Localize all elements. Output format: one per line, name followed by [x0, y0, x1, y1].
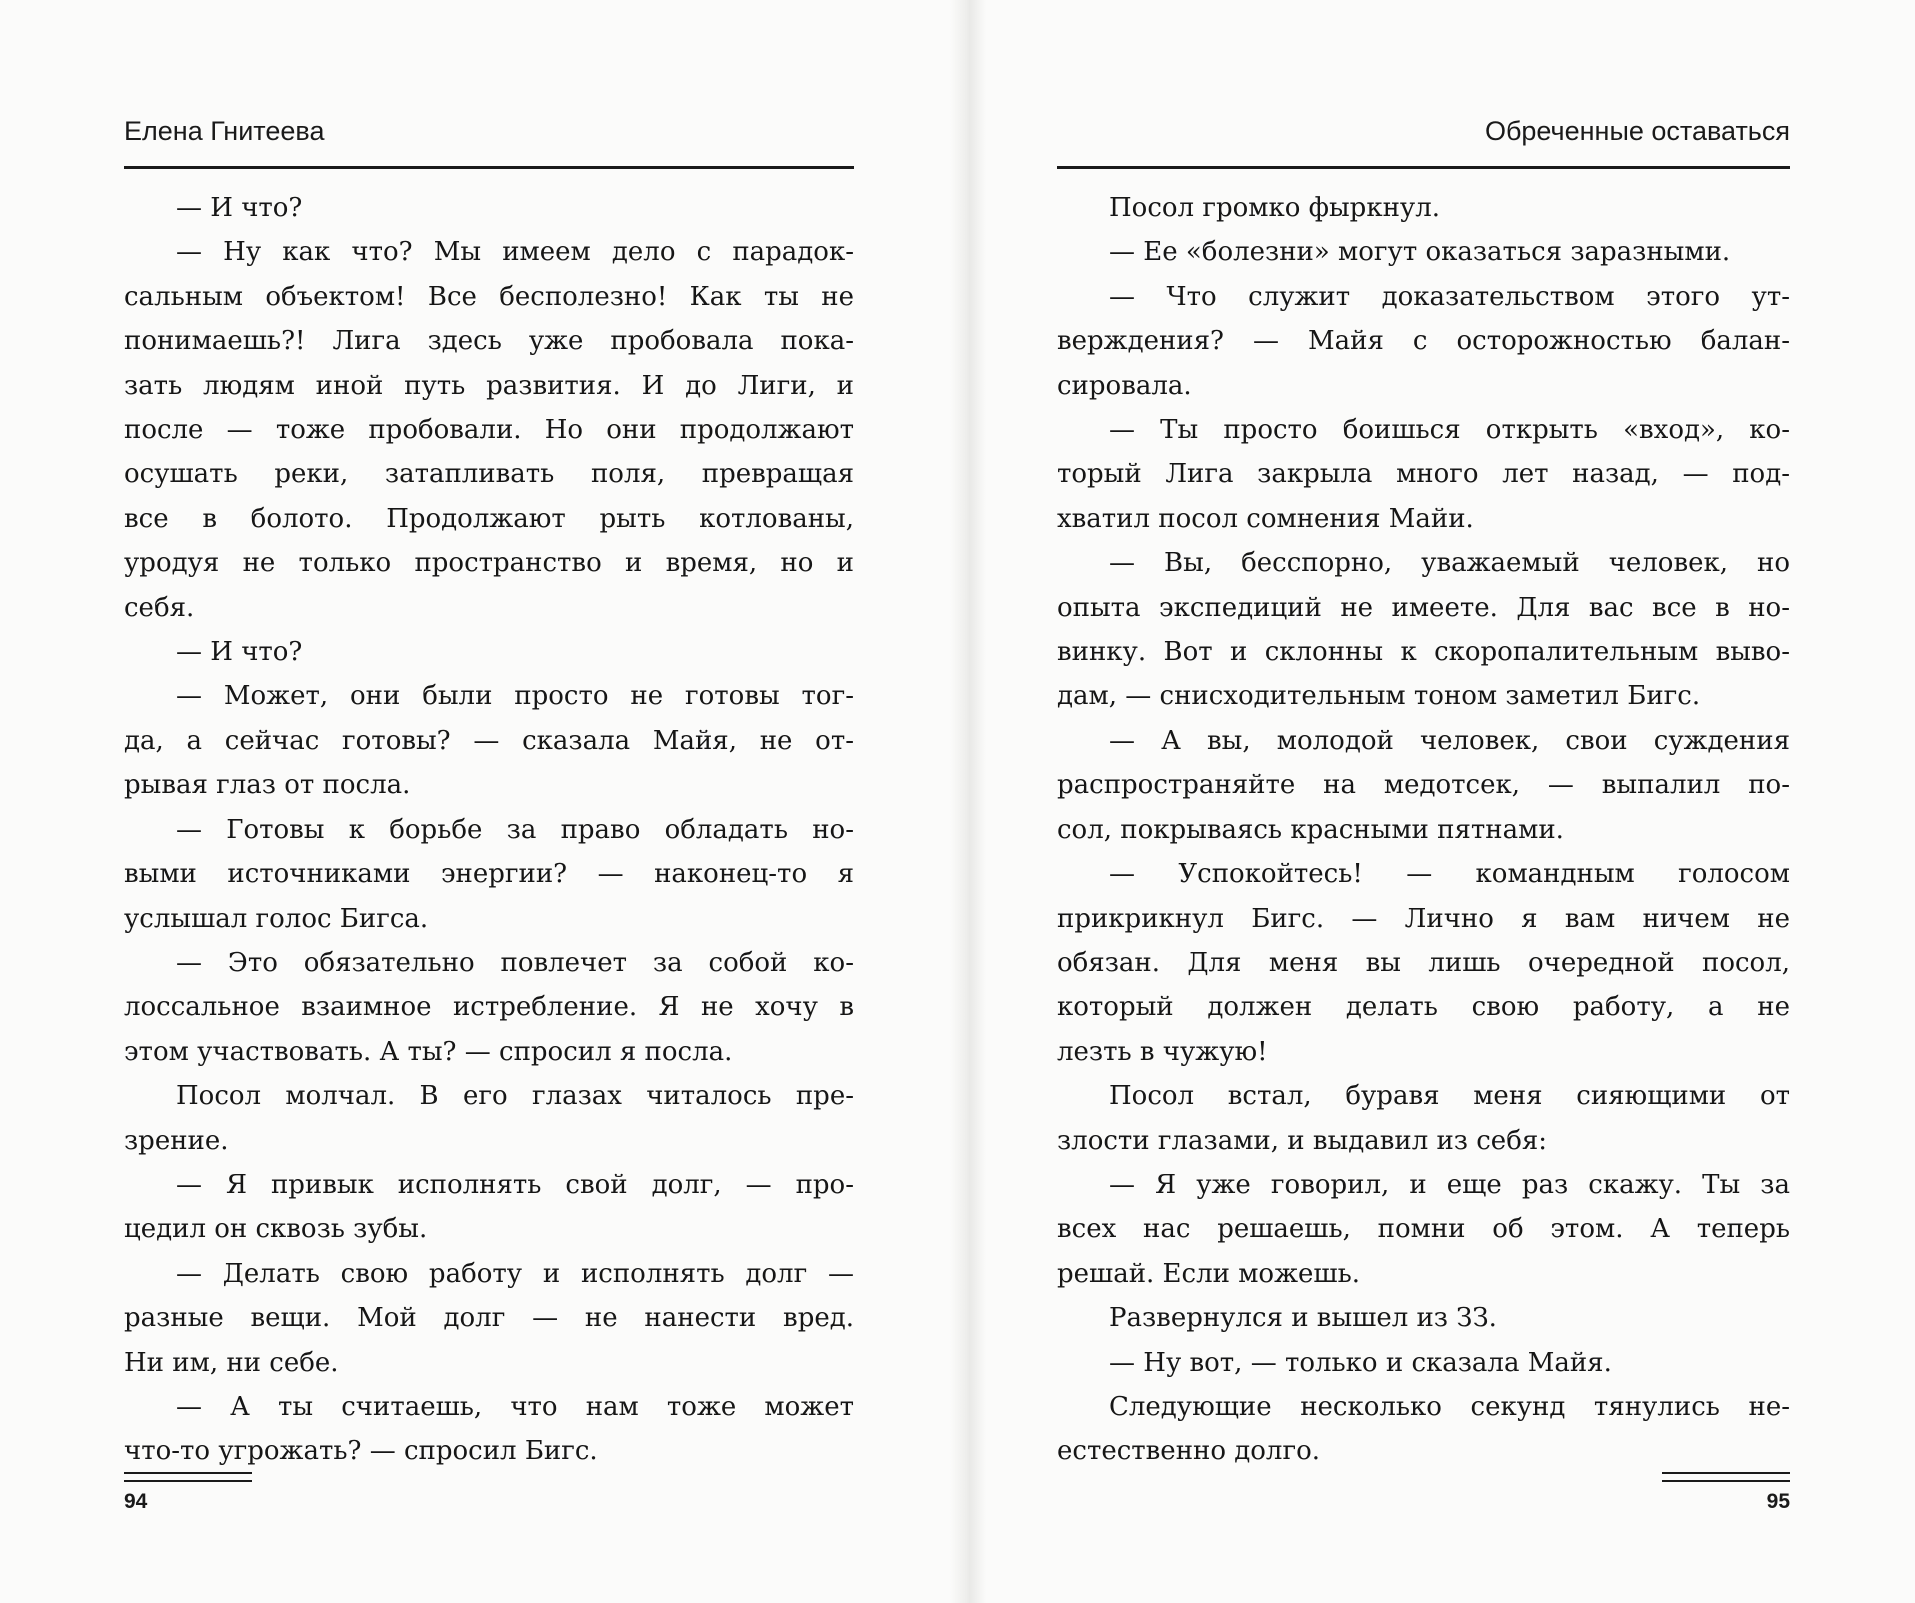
- text-line: Ни им, ни себе.: [124, 1347, 339, 1378]
- text-line: Развернулся и вышел из ЗЗ.: [1109, 1303, 1497, 1334]
- text-line: цедил он сквозь зубы.: [124, 1214, 428, 1245]
- text-line: Посол встал, буравя меня сияющими от: [1109, 1081, 1790, 1112]
- text-line: торый Лига закрыла много лет назад, — под-: [1057, 459, 1790, 490]
- text-line: рывая глаз от посла.: [124, 770, 411, 801]
- left-page-number: 94: [124, 1490, 148, 1513]
- text-line: — Готовы к борьбе за право обладать но-: [176, 814, 854, 845]
- text-line: верждения? — Майя с осторожностью балан-: [1057, 326, 1790, 357]
- text-line: разные вещи. Мой долг — не нанести вред.: [124, 1303, 854, 1334]
- text-line: — И что?: [176, 637, 303, 668]
- text-line: после — тоже пробовали. Но они продолжают: [124, 415, 854, 446]
- left-page: [124, 0, 854, 1603]
- text-line: обязан. Для меня вы лишь очередной посол,: [1057, 947, 1790, 978]
- right-running-head-title: Обреченные оставаться: [1484, 116, 1790, 146]
- text-line: уродуя не только пространство и время, но и: [124, 548, 854, 579]
- book-gutter: [950, 0, 986, 1603]
- right-page: [1057, 0, 1790, 1603]
- left-footer-rule: [124, 1480, 252, 1482]
- text-line: хватил посол сомнения Майи.: [1057, 503, 1474, 534]
- text-line: зать людям иной путь развития. И до Лиги, и: [124, 370, 854, 401]
- text-line: прикрикнул Бигс. — Лично я вам ничем не: [1057, 903, 1790, 934]
- text-line: — Я уже говорил, и еще раз скажу. Ты за: [1109, 1169, 1790, 1200]
- text-line: опыта экспедиций не имеете. Для вас все в но-: [1057, 592, 1790, 623]
- text-line: — Я привык исполнять свой долг, — про-: [176, 1169, 854, 1200]
- text-line: Посол громко фыркнул.: [1109, 193, 1440, 223]
- text-line: что-то угрожать? — спросил Бигс.: [124, 1436, 598, 1467]
- text-line: услышал голос Бигса.: [124, 903, 429, 934]
- text-line: все в болото. Продолжают рыть котлованы,: [124, 503, 854, 534]
- text-line: да, а сейчас готовы? — сказала Майя, не от-: [124, 725, 854, 756]
- text-line: понимаешь?! Лига здесь уже пробовала пока-: [124, 326, 854, 357]
- text-line: — И что?: [176, 193, 303, 223]
- right-page-number: 95: [1766, 1490, 1790, 1513]
- text-line: — Ну как что? Мы имеем дело с парадок-: [176, 237, 854, 268]
- text-line: — Успокойтесь! — командным голосом: [1109, 859, 1790, 890]
- text-line: сол, покрываясь красными пятнами.: [1057, 814, 1564, 845]
- text-line: Следующие несколько секунд тянулись не-: [1109, 1391, 1790, 1422]
- text-line: — Вы, бесспорно, уважаемый человек, но: [1109, 548, 1790, 579]
- left-header-rule: [124, 166, 854, 169]
- text-line: — Делать свою работу и исполнять долг —: [176, 1258, 854, 1289]
- left-page-text: [124, 186, 854, 1474]
- text-line: себя.: [124, 592, 195, 623]
- text-line: лезть в чужую!: [1057, 1036, 1268, 1067]
- text-line: который должен делать свою работу, а не: [1057, 992, 1790, 1023]
- text-line: — А вы, молодой человек, свои суждения: [1109, 725, 1790, 756]
- text-line: зрение.: [124, 1125, 229, 1156]
- right-footer-rule: [1662, 1472, 1790, 1474]
- right-header-rule: [1057, 166, 1790, 169]
- right-footer-rule: [1662, 1480, 1790, 1482]
- left-footer-rule: [124, 1472, 252, 1474]
- text-line: Посол молчал. В его глазах читалось пре-: [176, 1081, 854, 1112]
- text-line: — Ты просто боишься открыть «вход», ко-: [1109, 415, 1790, 446]
- right-page-text: [1057, 186, 1790, 1474]
- text-line: естественно долго.: [1057, 1436, 1320, 1467]
- text-line: осушать реки, затапливать поля, превращая: [124, 459, 854, 490]
- text-line: винку. Вот и склонны к скоропалительным выво-: [1057, 637, 1790, 668]
- text-line: — Что служит доказательством этого ут-: [1109, 281, 1790, 312]
- text-line: выми источниками энергии? — наконец-то я: [124, 859, 854, 890]
- text-line: — Это обязательно повлечет за собой ко-: [176, 947, 854, 978]
- text-line: сальным объектом! Все бесполезно! Как ты не: [124, 281, 854, 312]
- text-line: — Может, они были просто не готовы тог-: [176, 681, 854, 712]
- text-line: сировала.: [1057, 370, 1192, 401]
- text-line: — А ты считаешь, что нам тоже может: [176, 1391, 854, 1422]
- text-line: всех нас решаешь, помни об этом. А теперь: [1057, 1214, 1790, 1245]
- text-line: — Ну вот, — только и сказала Майя.: [1109, 1347, 1612, 1378]
- left-running-head-author: Елена Гнитеева: [124, 116, 325, 146]
- text-line: распространяйте на медотсек, — выпалил по-: [1057, 770, 1790, 801]
- text-line: решай. Если можешь.: [1057, 1258, 1360, 1289]
- text-line: дам, — снисходительным тоном заметил Бигс.: [1057, 681, 1701, 712]
- text-line: этом участвовать. А ты? — спросил я посла.: [124, 1036, 733, 1067]
- text-line: — Ее «болезни» могут оказаться заразными.: [1109, 237, 1731, 268]
- text-line: лоссальное взаимное истребление. Я не хочу в: [124, 992, 854, 1023]
- text-line: злости глазами, и выдавил из себя:: [1057, 1125, 1548, 1156]
